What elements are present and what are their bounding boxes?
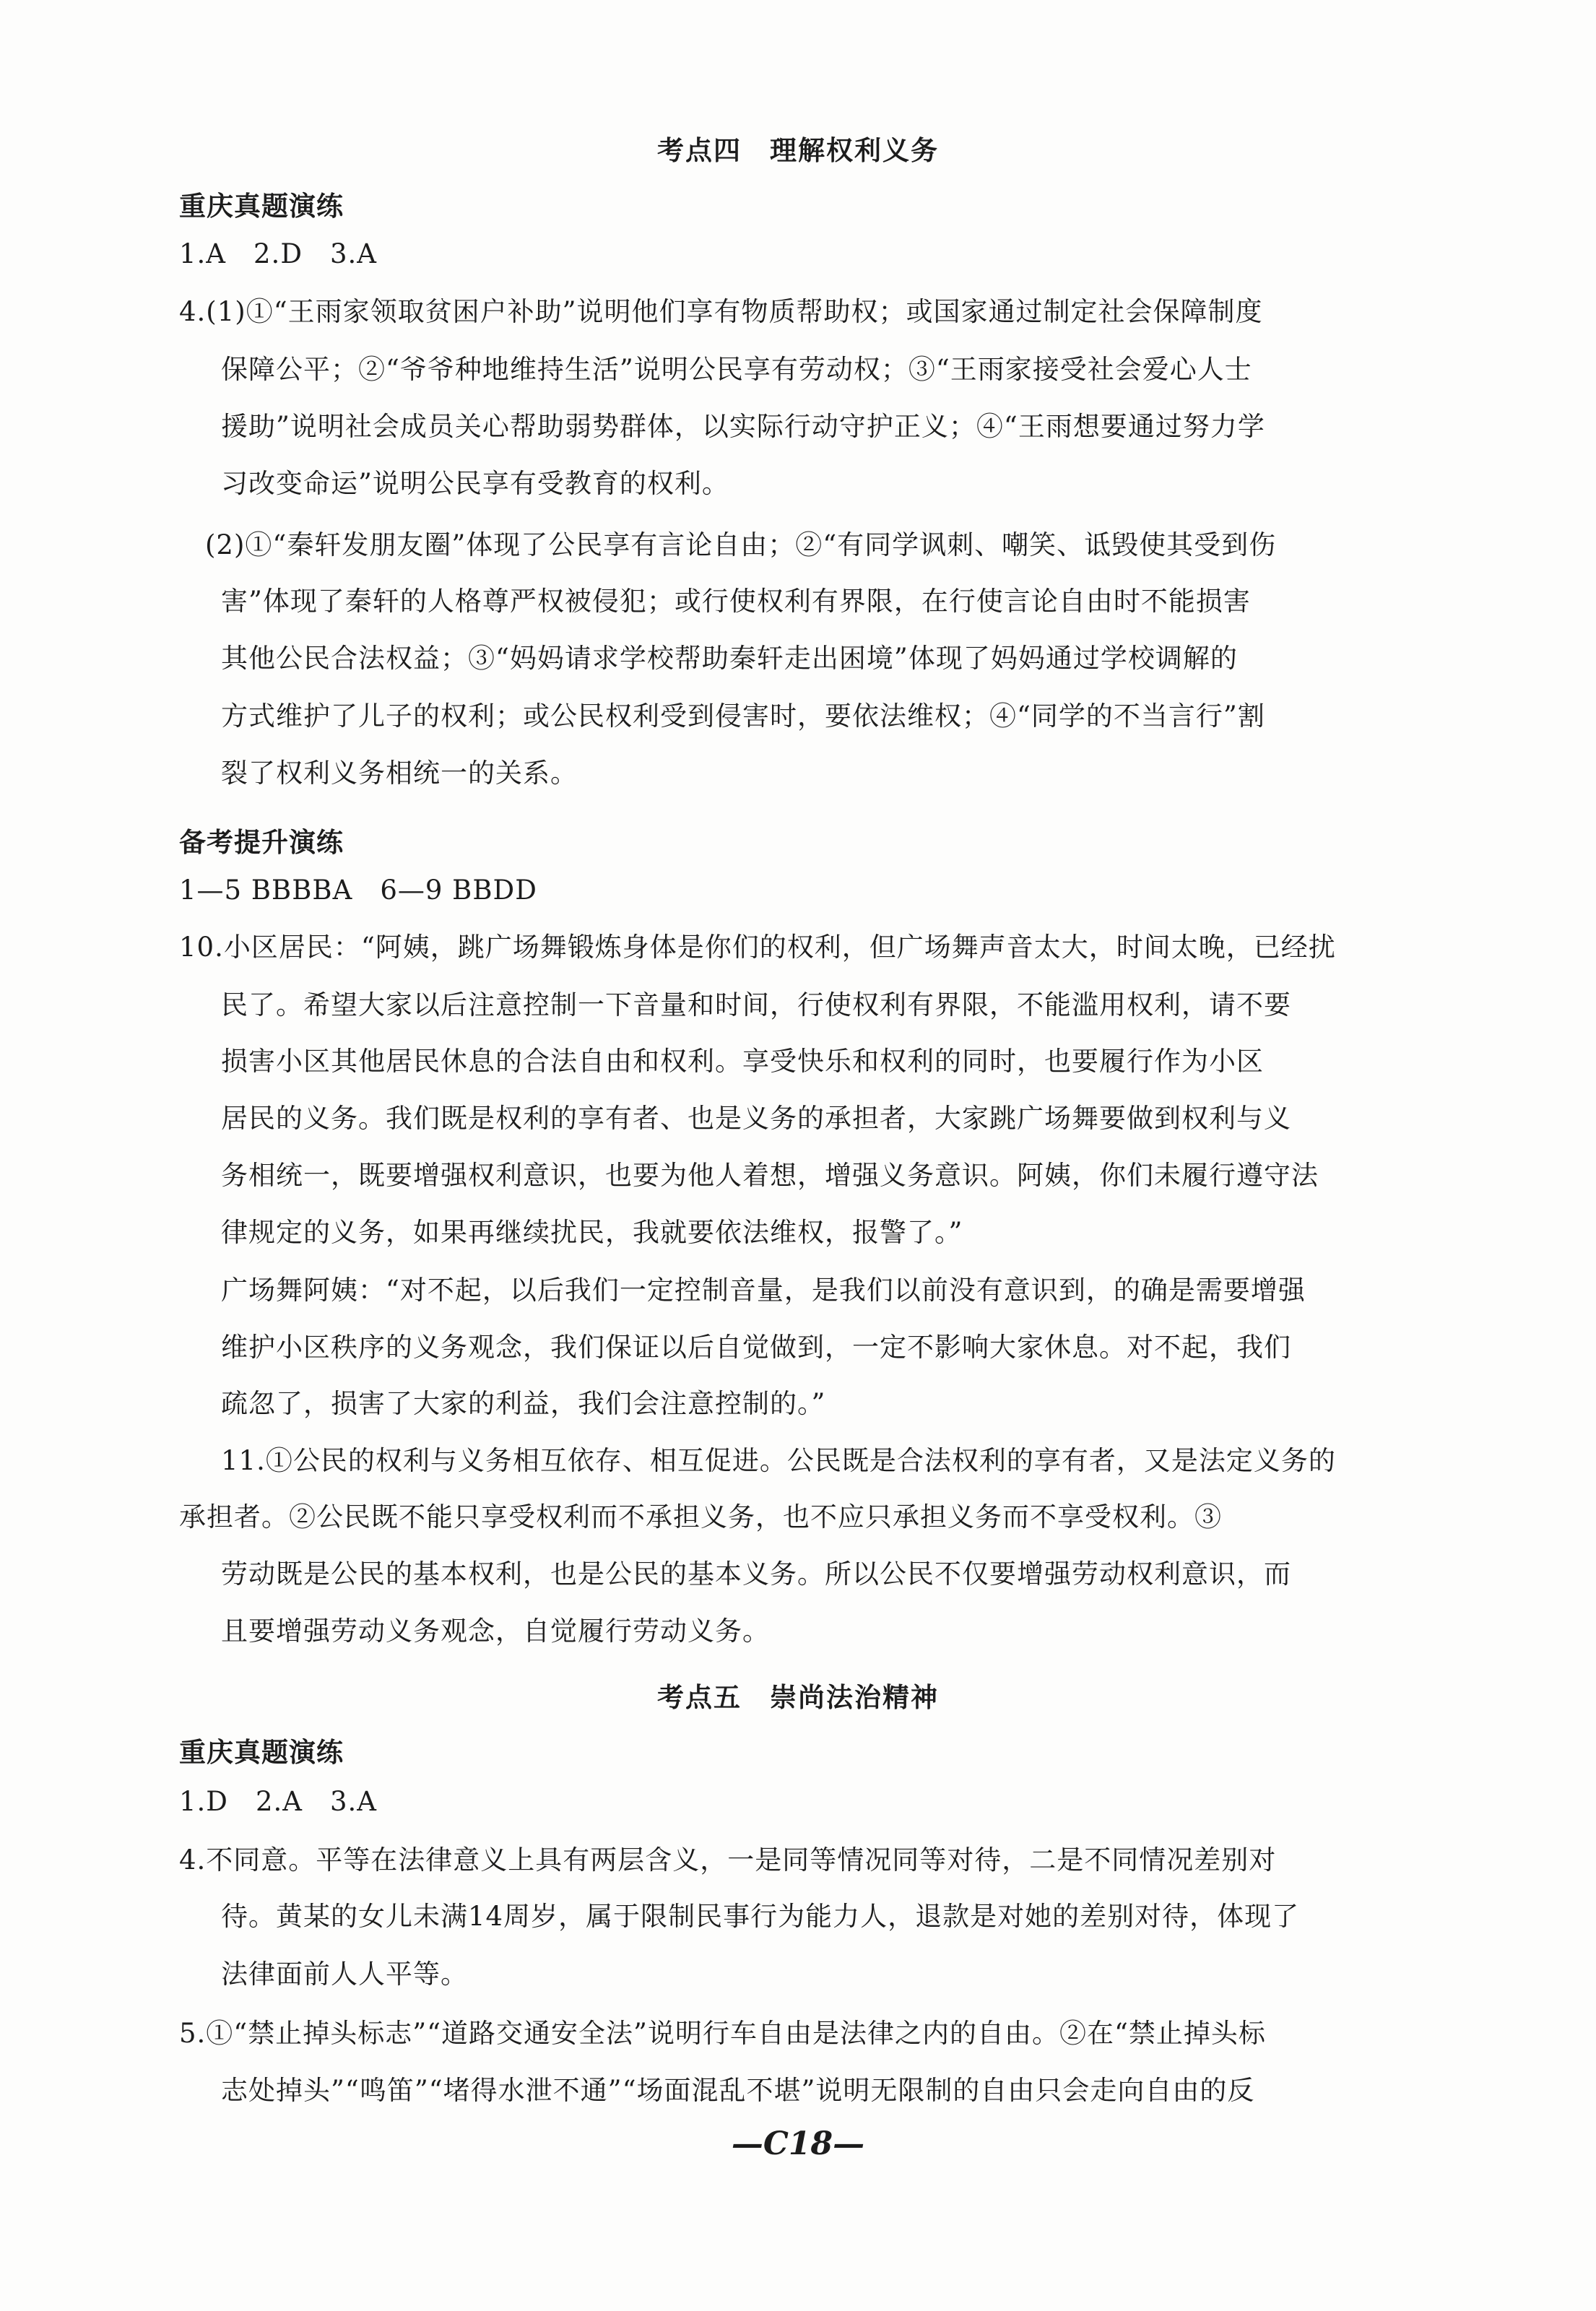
answer-line: 1.A 2.D 3.A bbox=[179, 238, 378, 269]
page-number: —C18— bbox=[731, 2125, 865, 2162]
heading-kaodian-4: 考点四 理解权利义务 bbox=[657, 135, 939, 166]
answer-line: 法律面前人人平等。 bbox=[221, 1959, 468, 1990]
answer-line: 民了。希望大家以后注意控制一下音量和时间，行使权利有界限，不能滥用权利，请不要 bbox=[221, 989, 1291, 1020]
answer-line: 务相统一，既要增强权利意识，也要为他人着想，增强义务意识。阿姨，你们未履行遵守法 bbox=[221, 1160, 1319, 1191]
section-beikao-tisheng: 备考提升演练 bbox=[179, 827, 344, 858]
answer-line: 害”体现了秦轩的人格尊严权被侵犯；或行使权利有界限，在行使言论自由时不能损害 bbox=[221, 586, 1251, 617]
answer-line: 律规定的义务，如果再继续扰民，我就要依法维权，报警了。” bbox=[221, 1217, 963, 1248]
answer-line: 4.不同意。平等在法律意义上具有两层含义，一是同等情况同等对待，二是不同情况差别对 bbox=[179, 1844, 1277, 1876]
answer-line: 援助”说明社会成员关心帮助弱势群体，以实际行动守护正义；④“王雨想要通过努力学 bbox=[221, 411, 1265, 442]
answer-line: 裂了权利义务相统一的关系。 bbox=[221, 758, 578, 789]
answer-line: 方式维护了儿子的权利；或公民权利受到侵害时，要依法维权；④“同学的不当言行”割 bbox=[221, 701, 1265, 732]
answer-line: 1.D 2.A 3.A bbox=[179, 1786, 378, 1817]
answer-line: 广场舞阿姨：“对不起，以后我们一定控制音量，是我们以前没有意识到，的确是需要增强 bbox=[221, 1275, 1306, 1306]
answer-line: 劳动既是公民的基本权利，也是公民的基本义务。所以公民不仅要增强劳动权利意识，而 bbox=[221, 1558, 1291, 1590]
answer-line: 维护小区秩序的义务观念，我们保证以后自觉做到，一定不影响大家休息。对不起，我们 bbox=[221, 1332, 1291, 1363]
heading-kaodian-5: 考点五 崇尚法治精神 bbox=[657, 1682, 939, 1713]
answer-line: 保障公平；②“爷爷种地维持生活”说明公民享有劳动权；③“王雨家接受社会爱心人士 bbox=[221, 354, 1252, 385]
answer-line: 11.①公民的权利与义务相互依存、相互促进。公民既是合法权利的享有者，又是法定义务的 bbox=[221, 1445, 1336, 1476]
answer-line: 1—5 BBBBA 6—9 BBDD bbox=[179, 875, 537, 906]
answer-line: 待。黄某的女儿未满14周岁，属于限制民事行为能力人，退款是对她的差别对待，体现了 bbox=[221, 1901, 1300, 1932]
answer-line: (2)①“秦轩发朋友圈”体现了公民享有言论自由；②“有同学讽刺、嘲笑、诋毁使其受到伤 bbox=[205, 529, 1277, 560]
section-chongqing-zhenti: 重庆真题演练 bbox=[179, 1737, 344, 1768]
answer-line: 且要增强劳动义务观念，自觉履行劳动义务。 bbox=[221, 1616, 770, 1647]
answer-line: 4.(1)①“王雨家领取贫困户补助”说明他们享有物质帮助权；或国家通过制定社会保障制度 bbox=[179, 296, 1263, 327]
section-chongqing-zhenti: 重庆真题演练 bbox=[179, 191, 344, 222]
answer-line: 志处掉头”“鸣笛”“堵得水泄不通”“场面混乱不堪”说明无限制的自由只会走向自由的反 bbox=[221, 2075, 1255, 2106]
answer-line: 损害小区其他居民休息的合法自由和权利。享受快乐和权利的同时，也要履行作为小区 bbox=[221, 1046, 1264, 1077]
answer-line: 10.小区居民：“阿姨，跳广场舞锻炼身体是你们的权利，但广场舞声音太大，时间太晚，已经扰 bbox=[179, 932, 1336, 963]
answer-line: 其他公民合法权益；③“妈妈请求学校帮助秦轩走出困境”体现了妈妈通过学校调解的 bbox=[221, 643, 1238, 674]
answer-line: 承担者。②公民既不能只享受权利而不承担义务，也不应只承担义务而不享受权利。③ bbox=[179, 1501, 1222, 1532]
answer-line: 疏忽了，损害了大家的利益，我们会注意控制的。” bbox=[221, 1388, 826, 1419]
answer-line: 居民的义务。我们既是权利的享有者、也是义务的承担者，大家跳广场舞要做到权利与义 bbox=[221, 1103, 1291, 1134]
answer-line: 5.①“禁止掉头标志”“道路交通安全法”说明行车自由是法律之内的自由。②在“禁止掉头标 bbox=[179, 2018, 1266, 2049]
answer-line: 习改变命运”说明公民享有受教育的权利。 bbox=[221, 468, 729, 499]
